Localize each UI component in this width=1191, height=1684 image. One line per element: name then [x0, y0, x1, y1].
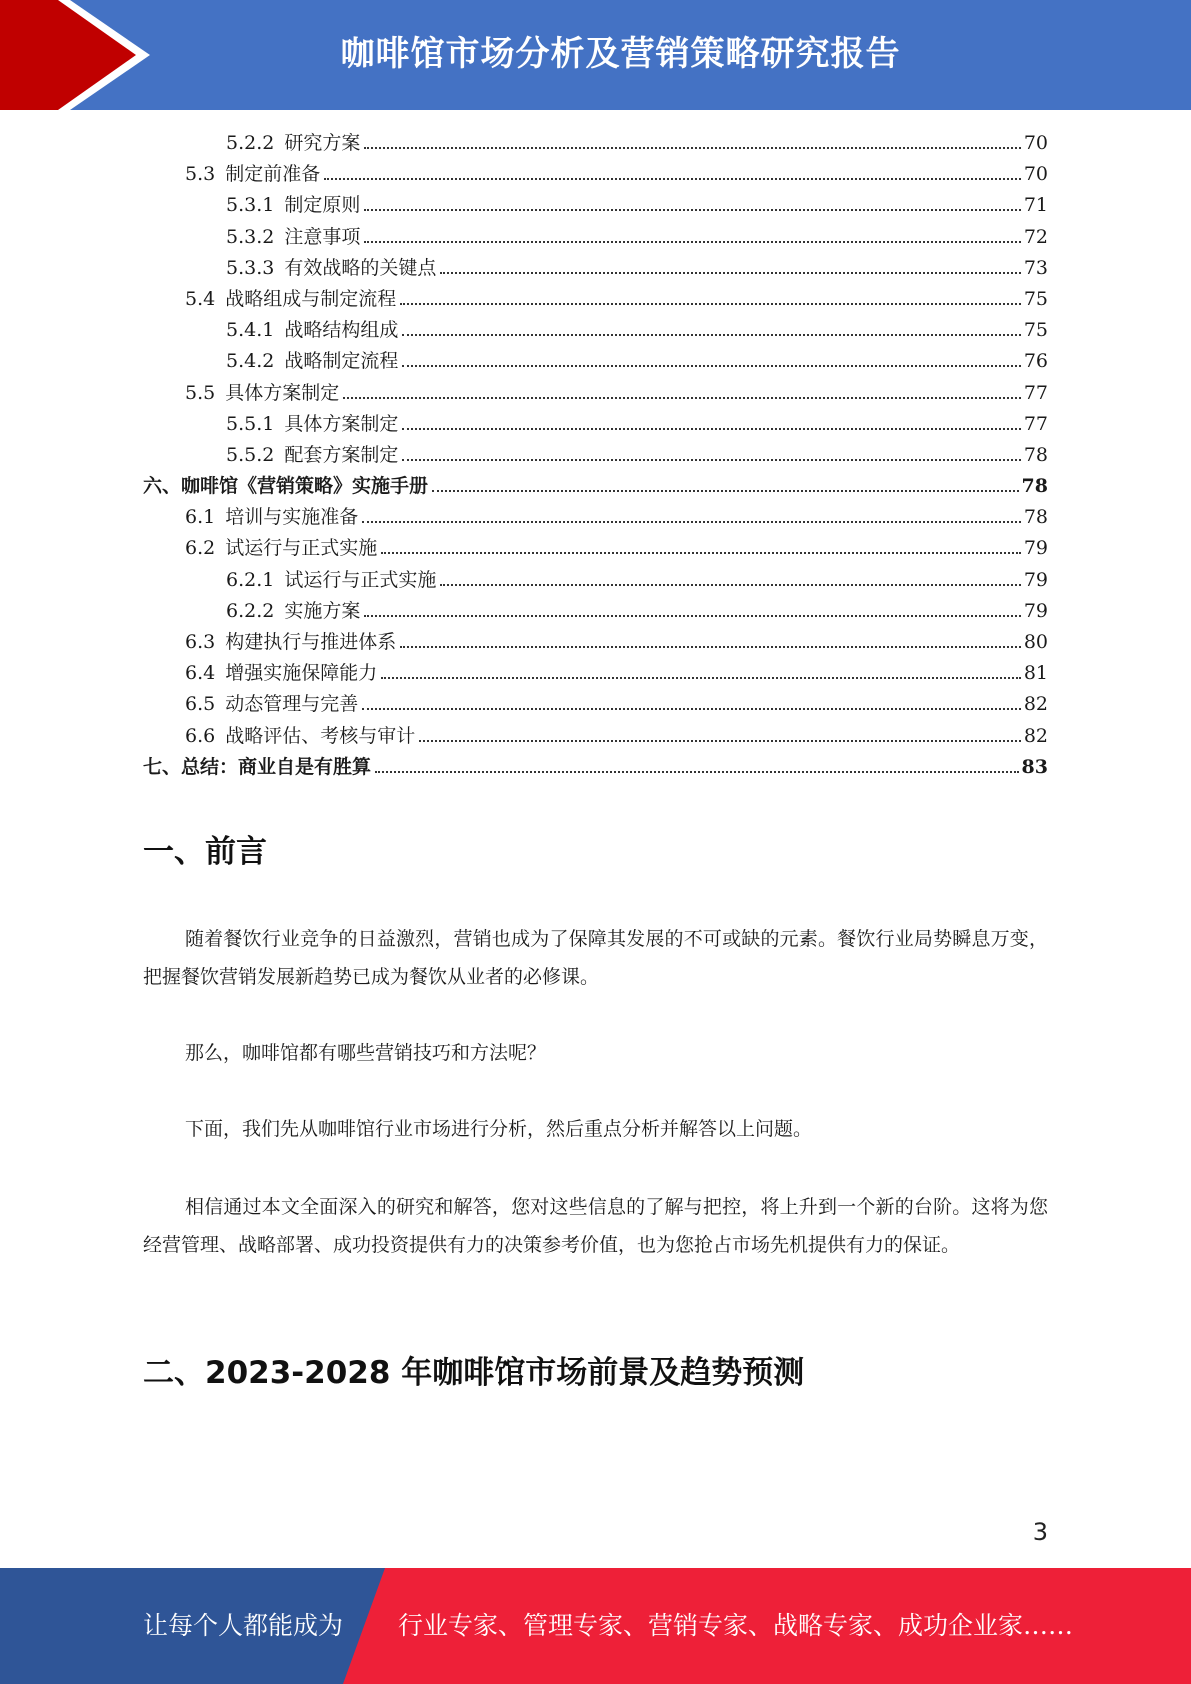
toc-entry-number: 5.2.2 [226, 132, 275, 154]
toc-entry-title: 咖啡馆《营销策略》实施手册 [181, 475, 429, 498]
toc-entry-page: 73 [1023, 256, 1048, 279]
paragraph: 那么，咖啡馆都有哪些营销技巧和方法呢？ [185, 1042, 547, 1064]
toc-entry-title: 研究方案 [284, 132, 361, 154]
toc-entry[interactable] [143, 159, 1048, 190]
toc-dot-leader [402, 428, 1020, 430]
toc-entry-number: 6.2 [185, 537, 216, 560]
toc-entry-title: 培训与实施准备 [225, 506, 359, 529]
toc-entry[interactable] [143, 284, 1048, 315]
toc-entry-title: 注意事项 [284, 225, 361, 248]
toc-entry-title: 构建执行与推进体系 [225, 631, 397, 653]
paragraph: 随着餐饮行业竞争的日益激烈，营销也成为了保障其发展的不可或缺的元素。餐饮行业局势瞬息万变，把握餐饮营销发展新趋势已成为餐饮从业者的必修课。 [143, 928, 1048, 988]
toc-entry-page: 80 [1023, 631, 1048, 653]
toc-entry[interactable] [143, 627, 1048, 658]
toc-entry-title: 制定原则 [284, 194, 361, 217]
toc-entry-number: 6.4 [185, 662, 216, 685]
toc-dot-leader [364, 241, 1020, 243]
report-title: 咖啡馆市场分析及营销策略研究报告 [340, 34, 901, 74]
toc-entry-page: 70 [1023, 132, 1048, 154]
toc-entry-number: 5.3.1 [226, 194, 275, 217]
toc-entry-page: 79 [1023, 537, 1048, 560]
toc-entry-page: 75 [1023, 287, 1048, 310]
toc-dot-leader [343, 397, 1021, 399]
toc-entry-number: 六、 [143, 475, 182, 498]
section-heading-forecast: 二、2023-2028 年咖啡馆市场前景及趋势预测 [143, 1355, 805, 1391]
toc-entry-title: 制定前准备 [225, 163, 321, 186]
table-of-contents [143, 128, 1048, 783]
page-header [0, 0, 1191, 110]
toc-dot-leader [364, 209, 1020, 211]
toc-entry-page: 78 [1023, 506, 1048, 529]
toc-entry-number: 七、 [143, 755, 182, 778]
toc-entry-page: 82 [1023, 724, 1048, 747]
toc-entry-number: 5.3.2 [226, 225, 275, 248]
toc-entry[interactable] [143, 658, 1048, 689]
toc-entry-title: 总结：商业自是有胜算 [181, 755, 372, 778]
toc-entry-title: 有效战略的关键点 [284, 256, 437, 279]
toc-entry-title: 动态管理与完善 [225, 693, 359, 716]
toc-entry-page: 79 [1023, 568, 1048, 591]
toc-dot-leader [375, 771, 1019, 773]
toc-entry-title: 具体方案制定 [225, 381, 340, 404]
toc-entry[interactable] [143, 752, 1048, 783]
toc-entry-number: 6.1 [185, 506, 216, 529]
toc-entry-page: 77 [1023, 381, 1048, 404]
toc-entry-page: 81 [1023, 662, 1048, 685]
toc-entry-number: 6.5 [185, 693, 216, 716]
toc-entry-page: 79 [1023, 599, 1048, 622]
toc-dot-leader [324, 178, 1021, 180]
toc-dot-leader [362, 708, 1021, 710]
toc-dot-leader [364, 147, 1020, 149]
toc-entry[interactable] [143, 253, 1048, 284]
toc-entry-number: 5.3.3 [226, 256, 275, 279]
toc-dot-leader [402, 459, 1020, 461]
toc-entry-number: 5.3 [185, 163, 216, 186]
toc-entry-page: 83 [1021, 755, 1048, 778]
toc-entry-page: 75 [1023, 319, 1048, 342]
toc-entry-title: 配套方案制定 [284, 443, 399, 466]
toc-entry-number: 6.2.2 [226, 599, 275, 622]
toc-dot-leader [402, 334, 1020, 336]
toc-entry-number: 5.4.1 [226, 319, 275, 342]
toc-entry[interactable] [143, 596, 1048, 627]
page-footer [0, 1568, 1191, 1684]
toc-entry-title: 增强实施保障能力 [225, 662, 378, 685]
toc-entry[interactable] [143, 128, 1048, 159]
toc-entry-title: 战略制定流程 [284, 350, 399, 373]
toc-entry[interactable] [143, 409, 1048, 440]
toc-dot-leader [432, 490, 1019, 492]
toc-entry[interactable] [143, 721, 1048, 752]
paragraph: 相信通过本文全面深入的研究和解答，您对这些信息的了解与把控，将上升到一个新的台阶。这将为您经营管理、战略部署、成功投资提供有力的决策参考价值，也为您抢占市场先机提供有力的保证。 [143, 1196, 1048, 1256]
toc-entry[interactable] [143, 565, 1048, 596]
toc-dot-leader [400, 646, 1021, 648]
toc-dot-leader [381, 677, 1021, 679]
toc-entry-page: 76 [1023, 350, 1048, 373]
toc-entry[interactable] [143, 315, 1048, 346]
toc-entry-title: 试运行与正式实施 [284, 568, 437, 591]
footer-slogan-left: 让每个人都能成为 [143, 1611, 344, 1640]
toc-entry-number: 6.6 [185, 724, 216, 747]
toc-entry-number: 6.2.1 [226, 568, 275, 591]
toc-entry[interactable] [143, 689, 1048, 720]
toc-entry[interactable] [143, 533, 1048, 564]
toc-entry[interactable] [143, 190, 1048, 221]
toc-entry-page: 71 [1023, 194, 1048, 217]
toc-dot-leader [402, 365, 1020, 367]
toc-dot-leader [362, 521, 1021, 523]
toc-entry-page: 72 [1023, 225, 1048, 248]
toc-entry-number: 5.5.2 [226, 443, 275, 466]
toc-dot-leader [440, 272, 1020, 274]
toc-entry-number: 5.5 [185, 381, 216, 404]
toc-entry-title: 战略评估、考核与审计 [225, 724, 416, 747]
toc-entry-number: 6.3 [185, 631, 216, 653]
toc-dot-leader [364, 615, 1020, 617]
toc-dot-leader [400, 303, 1021, 305]
toc-entry[interactable] [143, 378, 1048, 409]
header-arrow-decoration [0, 0, 160, 110]
section-heading-preface: 一、前言 [143, 834, 267, 870]
toc-dot-leader [381, 552, 1021, 554]
toc-entry[interactable] [143, 440, 1048, 471]
toc-dot-leader [419, 740, 1021, 742]
toc-dot-leader [440, 584, 1020, 586]
toc-entry-title: 试运行与正式实施 [225, 537, 378, 560]
toc-entry-page: 77 [1023, 412, 1048, 435]
toc-entry-title: 实施方案 [284, 599, 361, 622]
toc-entry-number: 5.4.2 [226, 350, 275, 373]
toc-entry[interactable] [143, 222, 1048, 253]
toc-entry-number: 5.4 [185, 287, 216, 310]
toc-entry-title: 具体方案制定 [284, 412, 399, 435]
toc-entry[interactable] [143, 471, 1048, 502]
toc-entry-title: 战略结构组成 [284, 319, 399, 342]
footer-slogan-right: 行业专家、管理专家、营销专家、战略专家、成功企业家…… [398, 1611, 1074, 1640]
toc-entry-number: 5.5.1 [226, 412, 275, 435]
toc-entry[interactable] [143, 346, 1048, 377]
toc-entry-title: 战略组成与制定流程 [225, 287, 397, 310]
toc-entry-page: 82 [1023, 693, 1048, 716]
toc-entry-page: 78 [1023, 443, 1048, 466]
paragraph: 下面，我们先从咖啡馆行业市场进行分析，然后重点分析并解答以上问题。 [185, 1118, 813, 1140]
toc-entry-page: 78 [1021, 475, 1048, 498]
page-number: 3 [1032, 1518, 1048, 1546]
toc-entry-page: 70 [1023, 163, 1048, 186]
toc-entry[interactable] [143, 502, 1048, 533]
